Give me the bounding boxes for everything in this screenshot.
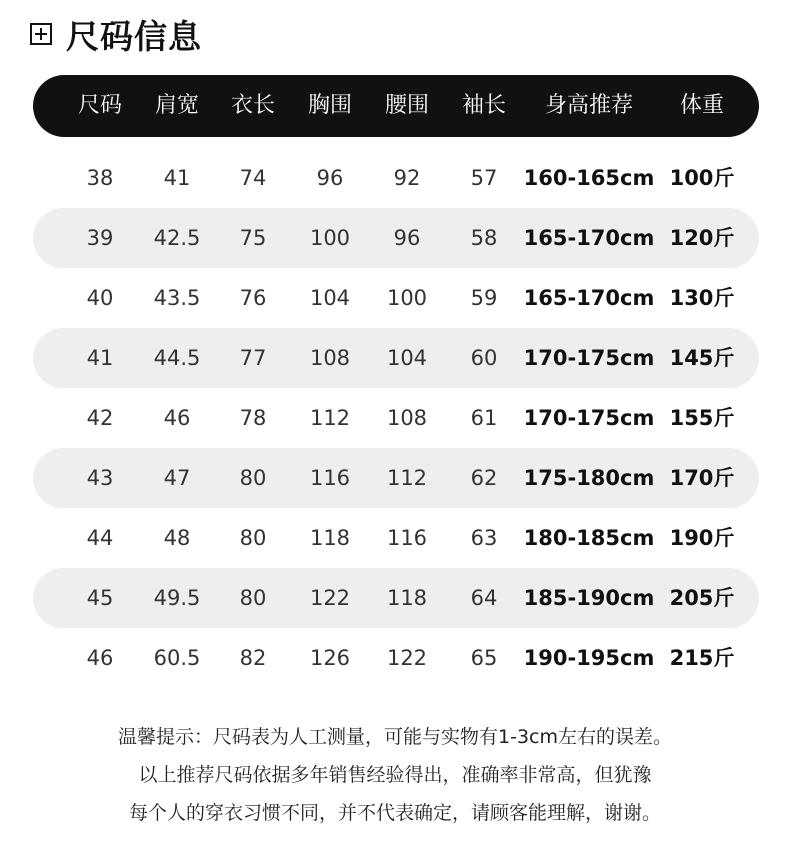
chest-cell: 100 <box>309 226 351 250</box>
waist-cell: 92 <box>393 166 421 190</box>
size-table <box>33 148 759 688</box>
height-cell: 165-170cm <box>523 286 655 310</box>
height-cell: 190-195cm <box>523 646 655 670</box>
chest-cell: 122 <box>309 586 351 610</box>
size-cell: 43 <box>86 466 114 490</box>
sleeve-cell: 57 <box>470 166 498 190</box>
waist-cell: 96 <box>393 226 421 250</box>
size-cell: 41 <box>86 346 114 370</box>
sleeve-cell: 65 <box>470 646 498 670</box>
length-cell: 82 <box>239 646 267 670</box>
weight-cell: 215斤 <box>669 646 735 670</box>
weight-cell: 100斤 <box>669 166 735 190</box>
shoulder-cell: 60.5 <box>153 646 201 670</box>
length-cell: 80 <box>239 526 267 550</box>
chest-cell: 104 <box>309 286 351 310</box>
size-cell: 46 <box>86 646 114 670</box>
waist-cell: 100 <box>386 286 428 310</box>
length-cell: 76 <box>239 286 267 310</box>
header-waist: 腰围 <box>384 93 430 118</box>
length-cell: 80 <box>239 586 267 610</box>
waist-cell: 118 <box>386 586 428 610</box>
header-weight: 体重 <box>679 93 725 118</box>
height-cell: 165-170cm <box>523 226 655 250</box>
waist-cell: 108 <box>386 406 428 430</box>
weight-cell: 155斤 <box>669 406 735 430</box>
waist-cell: 122 <box>386 646 428 670</box>
chest-cell: 112 <box>309 406 351 430</box>
plus-square-icon <box>30 23 52 45</box>
table-row <box>33 508 759 568</box>
shoulder-cell: 49.5 <box>153 586 201 610</box>
weight-cell: 205斤 <box>669 586 735 610</box>
chest-cell: 118 <box>309 526 351 550</box>
note-line: 温馨提示：尺码表为人工测量，可能与实物有1-3cm左右的误差。 <box>118 726 672 748</box>
shoulder-cell: 43.5 <box>153 286 201 310</box>
header-sleeve: 袖长 <box>461 93 507 118</box>
section-title <box>30 12 202 56</box>
waist-cell: 104 <box>386 346 428 370</box>
waist-cell: 116 <box>386 526 428 550</box>
page-title: 尺码信息 <box>66 16 202 56</box>
size-notes <box>0 718 790 832</box>
sleeve-cell: 59 <box>470 286 498 310</box>
weight-cell: 170斤 <box>669 466 735 490</box>
size-cell: 44 <box>86 526 114 550</box>
table-row <box>33 388 759 448</box>
weight-cell: 145斤 <box>669 346 735 370</box>
sleeve-cell: 63 <box>470 526 498 550</box>
weight-cell: 190斤 <box>669 526 735 550</box>
sleeve-cell: 64 <box>470 586 498 610</box>
chest-cell: 108 <box>309 346 351 370</box>
header-length: 衣长 <box>230 93 276 118</box>
table-row <box>33 448 759 508</box>
length-cell: 74 <box>239 166 267 190</box>
header-shoulder: 肩宽 <box>154 93 200 118</box>
shoulder-cell: 47 <box>163 466 191 490</box>
size-cell: 39 <box>86 226 114 250</box>
length-cell: 80 <box>239 466 267 490</box>
table-row <box>33 328 759 388</box>
sleeve-cell: 62 <box>470 466 498 490</box>
height-cell: 180-185cm <box>523 526 655 550</box>
table-row <box>33 268 759 328</box>
table-row <box>33 148 759 208</box>
height-cell: 170-175cm <box>523 346 655 370</box>
chest-cell: 126 <box>309 646 351 670</box>
table-row <box>33 568 759 628</box>
header-chest: 胸围 <box>307 93 353 118</box>
length-cell: 78 <box>239 406 267 430</box>
weight-cell: 120斤 <box>669 226 735 250</box>
size-cell: 40 <box>86 286 114 310</box>
table-row <box>33 628 759 688</box>
header-height: 身高推荐 <box>544 93 634 118</box>
table-row <box>33 208 759 268</box>
length-cell: 77 <box>239 346 267 370</box>
size-cell: 42 <box>86 406 114 430</box>
size-cell: 38 <box>86 166 114 190</box>
length-cell: 75 <box>239 226 267 250</box>
shoulder-cell: 41 <box>163 166 191 190</box>
height-cell: 175-180cm <box>523 466 655 490</box>
header-size: 尺码 <box>77 93 123 118</box>
shoulder-cell: 44.5 <box>153 346 201 370</box>
note-line: 以上推荐尺码依据多年销售经验得出，准确率非常高，但犹豫 <box>138 764 652 786</box>
height-cell: 160-165cm <box>523 166 655 190</box>
shoulder-cell: 48 <box>163 526 191 550</box>
chest-cell: 116 <box>309 466 351 490</box>
table-header <box>33 75 759 137</box>
height-cell: 170-175cm <box>523 406 655 430</box>
chest-cell: 96 <box>316 166 344 190</box>
shoulder-cell: 42.5 <box>153 226 201 250</box>
sleeve-cell: 61 <box>470 406 498 430</box>
height-cell: 185-190cm <box>523 586 655 610</box>
weight-cell: 130斤 <box>669 286 735 310</box>
size-cell: 45 <box>86 586 114 610</box>
sleeve-cell: 60 <box>470 346 498 370</box>
sleeve-cell: 58 <box>470 226 498 250</box>
shoulder-cell: 46 <box>163 406 191 430</box>
waist-cell: 112 <box>386 466 428 490</box>
note-line: 每个人的穿衣习惯不同，并不代表确定，请顾客能理解，谢谢。 <box>128 802 661 824</box>
